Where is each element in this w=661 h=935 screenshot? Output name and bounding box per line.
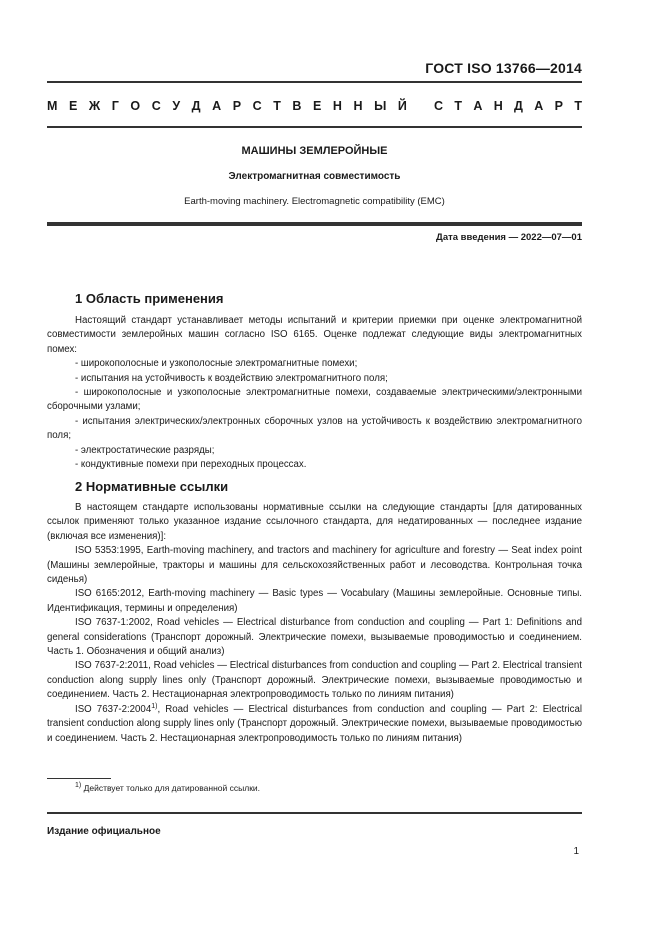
standard-code: ГОСТ ISO 13766—2014 <box>425 60 582 76</box>
list-item: - широкополосные и узкополосные электромагнитные помехи; <box>75 358 358 370</box>
list-item: - испытания на устойчивость к воздействию электромагнитного поля; <box>75 372 388 384</box>
footnote-divider <box>47 778 111 779</box>
list-item: - широкополосные и узкополосные электромагнитные помехи, создаваемые электрическими/электронными сборочными узлами; <box>47 387 582 413</box>
list-item: - кондуктивные помехи при переходных процессах. <box>75 459 307 471</box>
banner-divider <box>47 126 582 128</box>
document-subtitle: Электромагнитная совместимость <box>228 171 401 182</box>
footnote-marker: 1) <box>151 702 158 710</box>
banner-word-interstate: М Е Ж Г О С У Д А Р С Т В Е Н Н Ы Й <box>47 99 407 113</box>
reference-item: ISO 7637-1:2002, Road vehicles — Electrical disturbance from conduction and coupling — Part 1: Definitions and general considerations (Транспорт дорожный. Электрические помехи, вызываемые проводимостью и соединением. Часть 1. Обозначения и общий анализ) <box>47 617 582 658</box>
reference-item: ISO 6165:2012, Earth-moving machinery — Basic types — Vocabulary (Машины землеройные. Основные типы. Идентификация, термины и определения) <box>47 588 582 614</box>
top-divider <box>47 81 582 83</box>
paragraph: Настоящий стандарт устанавливает методы испытаний и критерии приемки при оценке электромагнитной совместимости землеройных машин согласно ISO 6165. Оценке подлежат следующие виды электромагнитных помех: <box>47 315 582 355</box>
section-1-body <box>47 314 582 472</box>
list-item: - электростатические разряды; <box>75 444 215 456</box>
reference-code: ISO 7637-2:2004 <box>75 703 152 715</box>
reference-item: ISO 7637-2:2011, Road vehicles — Electrical disturbances from conduction and coupling — Part 2. Electrical transient conduction along supply lines only (Транспорт дорожный. Электрические помехи, вызываемые проводимостью и соединением. Часть 2. Нестационарная электропроводимость только по линиям питания) <box>47 660 582 701</box>
section-1-heading: 1 Область применения <box>75 291 224 306</box>
reference-item <box>47 703 582 746</box>
introduction-date: Дата введения — 2022—07—01 <box>436 232 582 243</box>
page-number: 1 <box>573 846 579 857</box>
section-2-body <box>47 501 582 746</box>
reference-item: ISO 5353:1995, Earth-moving machinery, and tractors and machinery for agriculture and forestry — Seat index point (Машины землеройные, тракторы и машины для сельскохозяйственных работ и лесоводства. Контрольная точка сиденья) <box>47 545 582 586</box>
footnote-number: 1) <box>75 782 82 789</box>
section-2-heading: 2 Нормативные ссылки <box>75 479 229 494</box>
footer-divider <box>47 812 582 814</box>
official-edition-label: Издание официальное <box>47 826 161 837</box>
footnote <box>75 783 260 793</box>
footnote-text: Действует только для датированной ссылки. <box>81 783 261 793</box>
english-title: Earth-moving machinery. Electromagnetic compatibility (EMC) <box>184 196 445 207</box>
banner-word-standard: С Т А Н Д А Р Т <box>434 99 582 113</box>
reference-text: , Road vehicles — Electrical disturbances from conduction and coupling — Part 2: Electrical transient conduction along supply lines only (Транспорт дорожный. Электрические помехи, вызываемые проводимостью и соединением. Часть 2. Нестационарная электропроводимость только по линиям питания) <box>47 703 582 744</box>
document-title: МАШИНЫ ЗЕМЛЕРОЙНЫЕ <box>241 145 388 157</box>
title-divider <box>47 222 582 226</box>
interstate-standard-banner <box>47 99 582 113</box>
list-item: - испытания электрических/электронных сборочных узлов на устойчивость к воздействию электромагнитного поля; <box>47 415 582 442</box>
paragraph: В настоящем стандарте использованы нормативные ссылки на следующие стандарты [для датированных ссылок применяют только указанное издание ссылочного стандарта, для недатированных — последнее издание (включая все изменения)]: <box>47 502 582 542</box>
